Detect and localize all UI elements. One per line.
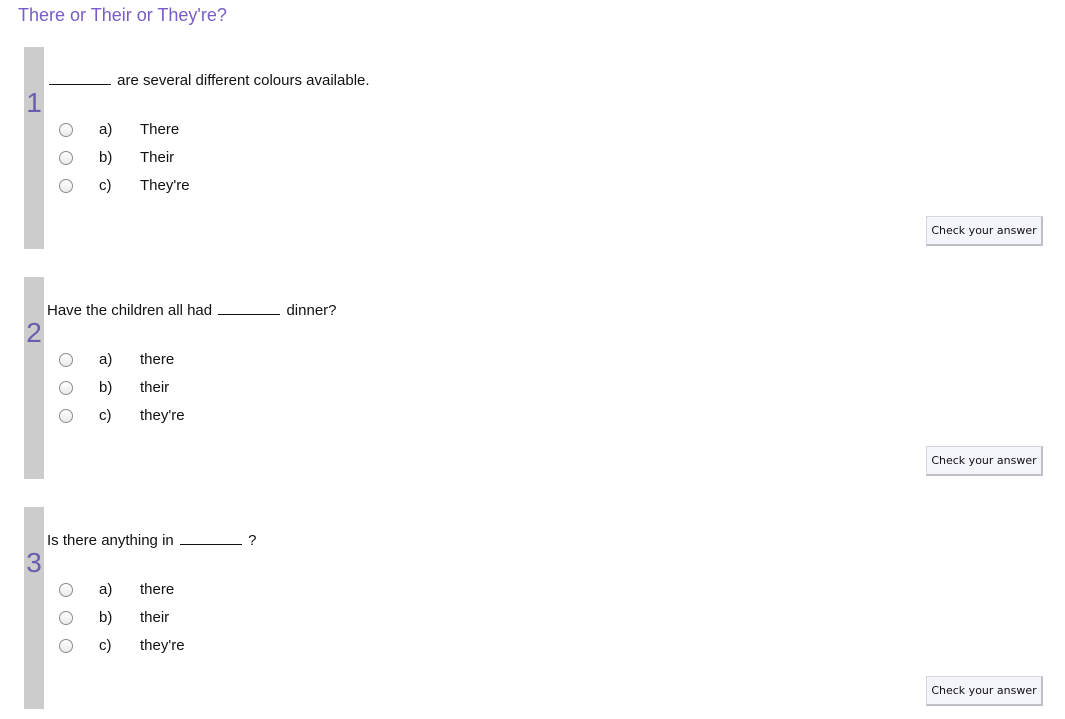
check-answer-button[interactable]: Check your answer [926, 216, 1043, 246]
question-number: 1 [26, 87, 42, 118]
answer-blank [49, 83, 111, 85]
option-a-radio[interactable] [59, 583, 73, 597]
option-text: their [140, 379, 170, 396]
option-a-radio[interactable] [59, 353, 73, 367]
option-c-radio[interactable] [59, 639, 73, 653]
option-a[interactable] [59, 580, 259, 608]
option-text: they're [140, 637, 185, 654]
option-letter: a) [99, 351, 113, 368]
option-letter: b) [99, 149, 113, 166]
option-text: they're [140, 407, 185, 424]
option-b-radio[interactable] [59, 151, 73, 165]
question-text-after: ? [248, 532, 257, 549]
question-text [47, 72, 370, 89]
option-text: They're [140, 177, 190, 194]
option-letter: b) [99, 609, 113, 626]
option-letter: a) [99, 581, 113, 598]
question-number: 3 [26, 547, 42, 578]
option-a[interactable] [59, 120, 259, 148]
answer-blank [180, 543, 242, 545]
option-letter: b) [99, 379, 113, 396]
option-letter: a) [99, 121, 113, 138]
option-b-radio[interactable] [59, 611, 73, 625]
check-answer-button[interactable]: Check your answer [926, 446, 1043, 476]
option-b[interactable] [59, 148, 259, 176]
question-2 [24, 277, 1065, 479]
option-letter: c) [99, 177, 112, 194]
question-text-before: Have the children all had [47, 302, 213, 319]
option-letter: c) [99, 407, 112, 424]
question-text-before: Is there anything in [47, 532, 174, 549]
question-1 [24, 47, 1065, 249]
option-text: their [140, 609, 170, 626]
question-text-after: dinner? [286, 302, 337, 319]
question-text [47, 302, 337, 319]
answer-options [59, 120, 259, 204]
answer-options [59, 580, 259, 664]
option-a[interactable] [59, 350, 259, 378]
option-b[interactable] [59, 378, 259, 406]
option-text: there [140, 581, 175, 598]
answer-blank [218, 313, 280, 315]
question-number-bar [24, 277, 44, 479]
option-text: there [140, 351, 175, 368]
option-c-radio[interactable] [59, 409, 73, 423]
question-3 [24, 507, 1065, 709]
page-title: There or Their or They're? [18, 5, 227, 25]
question-number-bar [24, 47, 44, 249]
answer-options [59, 350, 259, 434]
option-c[interactable] [59, 406, 259, 434]
option-c[interactable] [59, 176, 259, 204]
option-c[interactable] [59, 636, 259, 664]
option-a-radio[interactable] [59, 123, 73, 137]
option-letter: c) [99, 637, 112, 654]
question-number: 2 [26, 317, 42, 348]
check-answer-button[interactable]: Check your answer [926, 676, 1043, 706]
option-b[interactable] [59, 608, 259, 636]
option-c-radio[interactable] [59, 179, 73, 193]
question-text [47, 532, 256, 549]
option-b-radio[interactable] [59, 381, 73, 395]
question-number-bar [24, 507, 44, 709]
option-text: Their [140, 149, 175, 166]
question-text-after: are several different colours available. [117, 72, 370, 89]
option-text: There [140, 121, 180, 138]
